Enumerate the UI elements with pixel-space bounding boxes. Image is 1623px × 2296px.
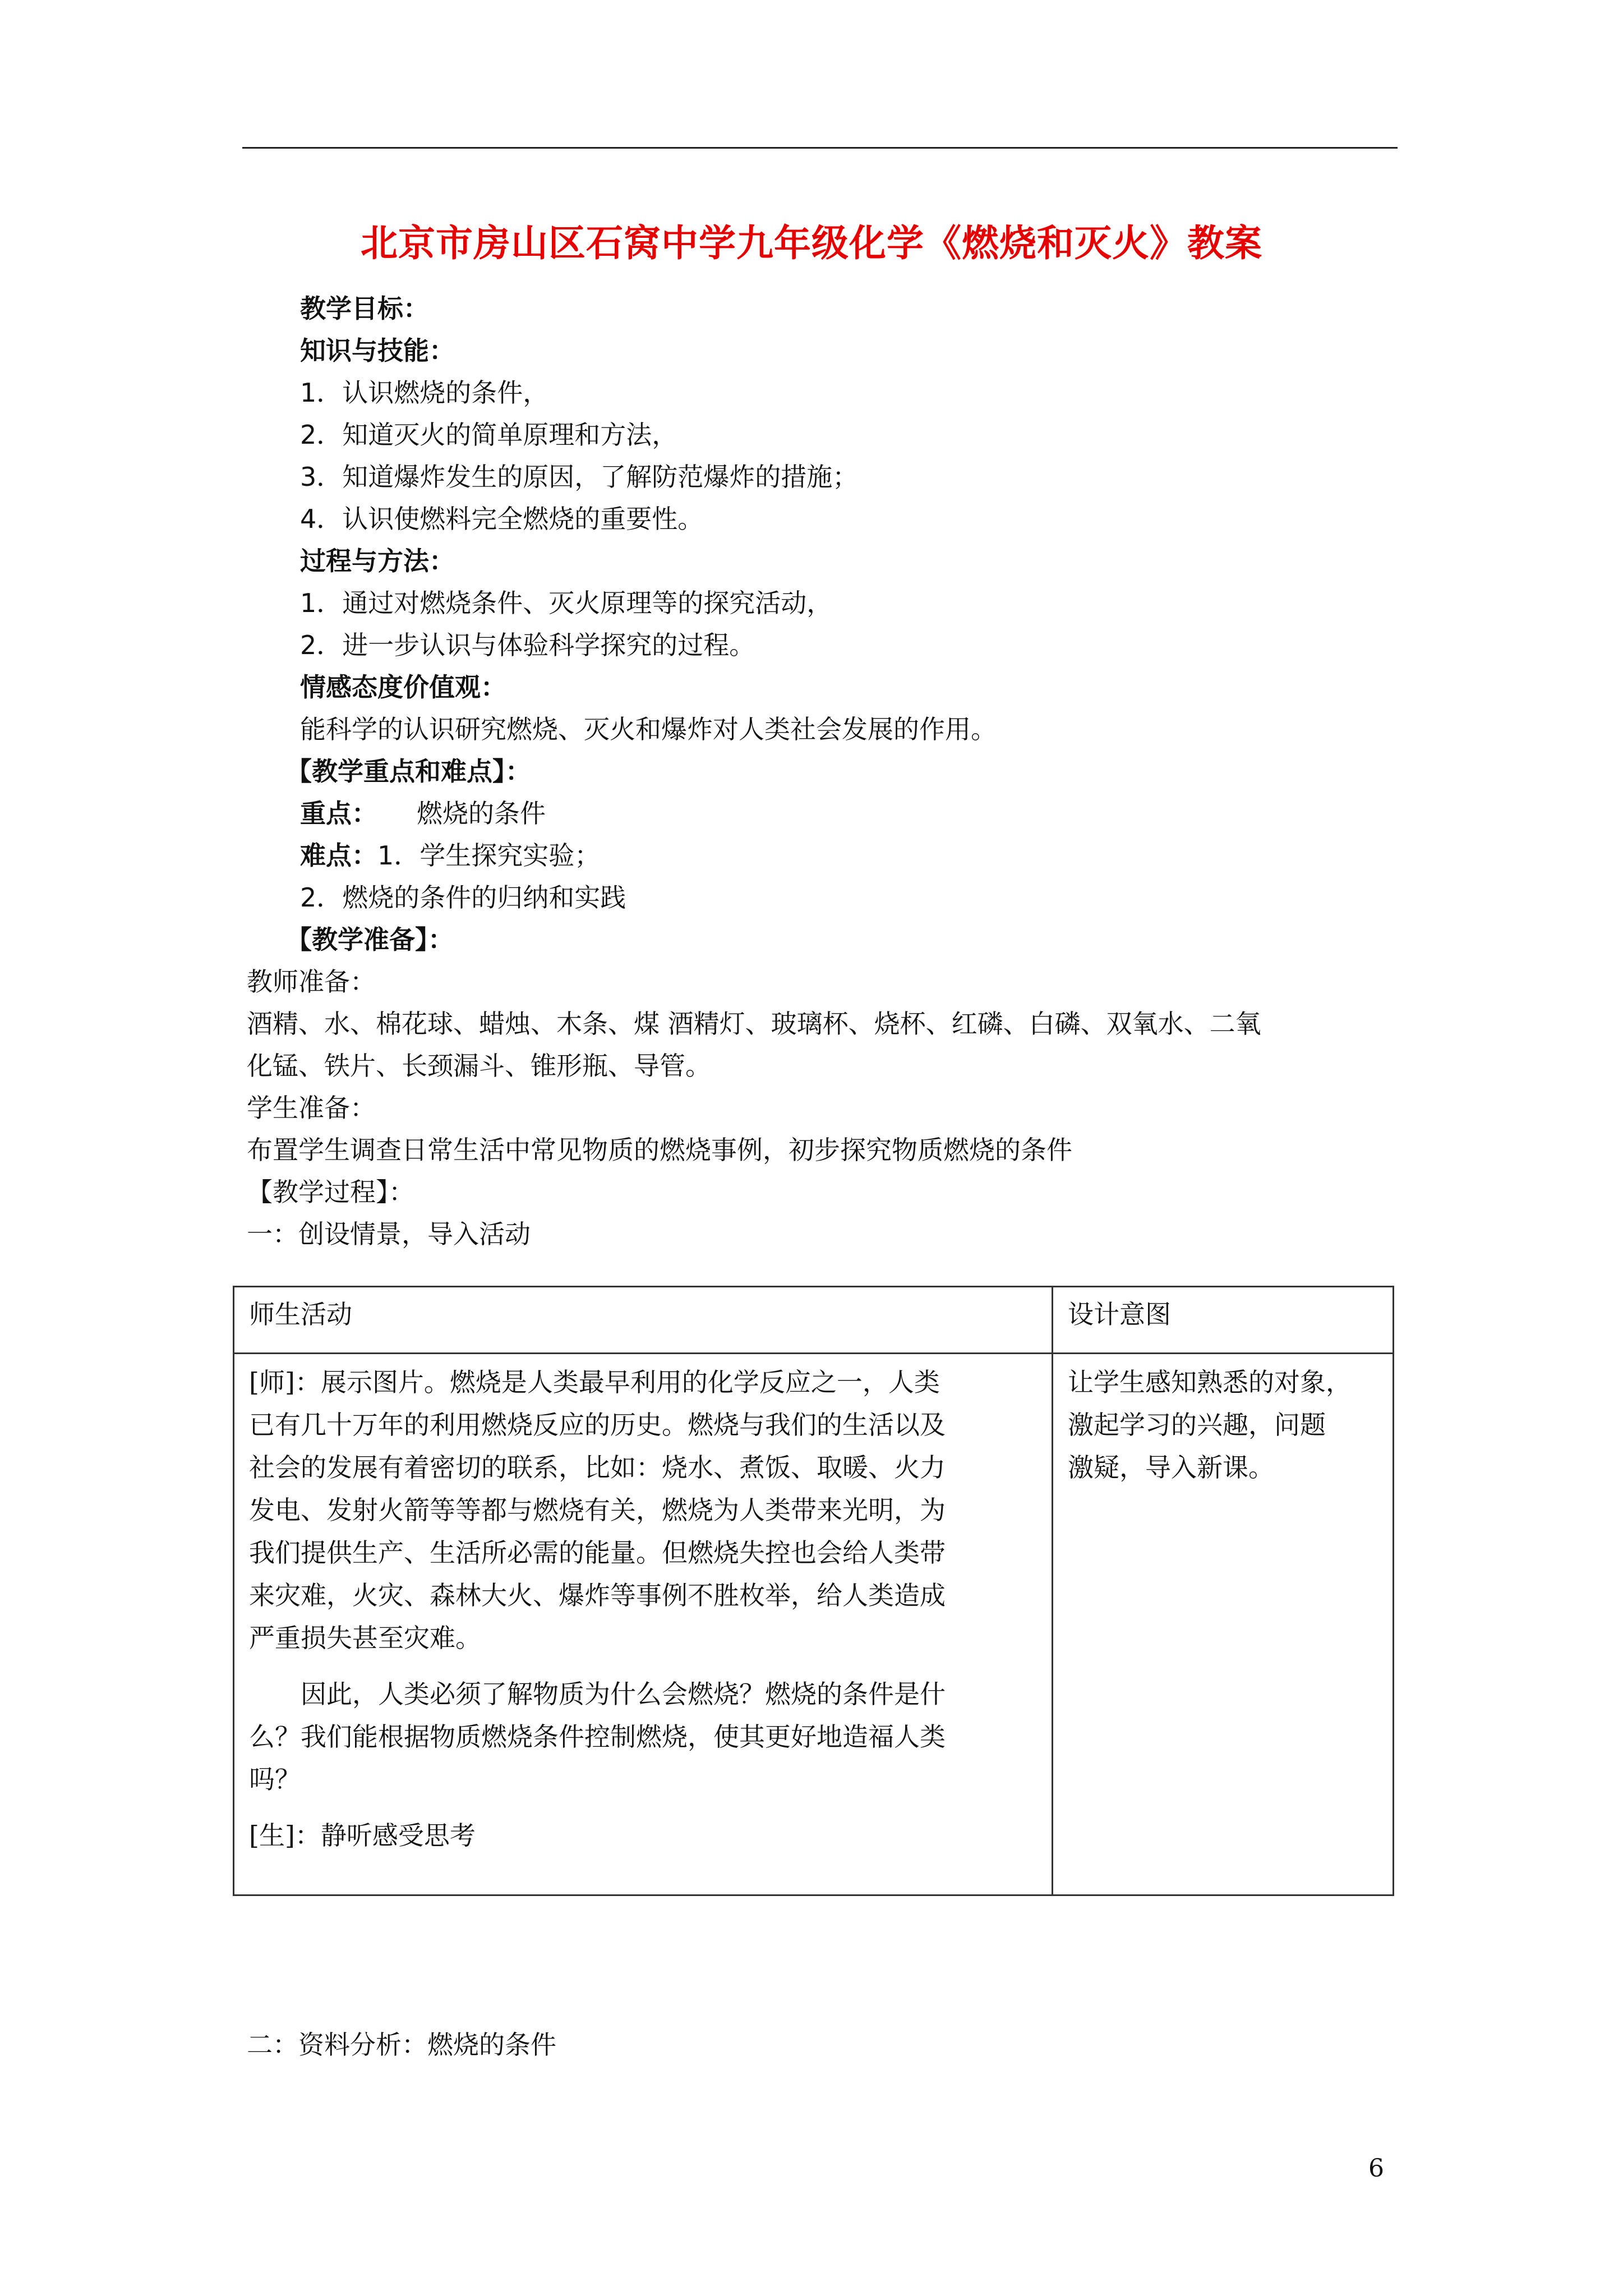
focus-text: 燃烧的条件 [417,798,546,829]
activity-table [233,1286,1394,1896]
teacher-line-2: 已有几十万年的利用燃烧反应的历史。燃烧与我们的生活以及 [249,1410,946,1440]
teacher-prep-line-1: 酒精、水、棉花球、蜡烛、木条、煤 酒精灯、玻璃杯、烧杯、红磷、白磷、双氧水、二氧 [247,1009,1261,1039]
teacher-paragraph [249,1361,1037,1659]
teacher-line-3: 社会的发展有着密切的联系，比如：烧水、煮饭、取暖、火力 [249,1452,946,1483]
document-title: 北京市房山区石窝中学九年级化学《燃烧和灭火》教案 [361,221,1262,265]
knowledge-item-1: 1．认识燃烧的条件， [300,378,549,408]
header-cell-intent: 设计意图 [1053,1287,1394,1354]
student-prep-label: 学生准备： [247,1093,376,1123]
teacher-prep-line-2: 化锰、铁片、长颈漏斗、锥形瓶、导管。 [247,1051,711,1081]
section-1-title: 一：创设情景，导入活动 [247,1219,531,1249]
teacher-line-6: 来灾难，火灾、森林大火、爆炸等事例不胜枚举，给人类造成 [249,1580,946,1611]
table-header-row [234,1287,1394,1354]
header-cell-activity: 师生活动 [234,1287,1053,1354]
section-2-title: 二：资料分析：燃烧的条件 [247,2030,556,2060]
question-line-3: 吗？ [249,1764,301,1795]
preparation-heading: 【教学准备】： [286,924,454,955]
teacher-line-7: 严重损失甚至灾难。 [249,1623,481,1653]
process-item-2: 2．进一步认识与体验科学探究的过程。 [300,630,755,660]
header-rule [242,147,1398,149]
knowledge-item-4: 4．认识使燃料完全燃烧的重要性。 [300,504,704,534]
question-line-2: 么？我们能根据物质燃烧条件控制燃烧，使其更好地造福人类 [249,1722,946,1752]
student-paragraph: [生]：静听感受思考 [249,1820,476,1851]
emotion-text: 能科学的认识研究燃烧、灭火和爆炸对人类社会发展的作用。 [300,714,997,744]
knowledge-item-3: 3．知道爆炸发生的原因，了解防范爆炸的措施； [300,462,859,492]
process-heading: 【教学过程】： [247,1177,414,1207]
activity-cell [234,1354,1053,1895]
knowledge-item-2: 2．知道灭火的简单原理和方法， [300,420,678,450]
teacher-line-5: 我们提供生产、生活所必需的能量。但燃烧失控也会给人类带 [249,1538,946,1568]
knowledge-heading: 知识与技能： [300,335,455,366]
emotion-heading: 情感态度价值观： [300,672,506,702]
focus-row [300,797,546,830]
question-line-1: 因此，人类必须了解物质为什么会燃烧？燃烧的条件是什 [301,1679,946,1709]
objectives-heading: 教学目标： [300,293,429,324]
page-number: 6 [1368,2154,1384,2183]
teacher-line-1: [师]：展示图片。燃烧是人类最早利用的化学反应之一，人类 [249,1367,940,1397]
intent-line-3: 激疑，导入新课。 [1068,1452,1274,1483]
key-points-heading: 【教学重点和难点】： [286,756,531,786]
difficulty-row [300,839,600,872]
process-method-heading: 过程与方法： [300,546,455,576]
difficulty-item-1: 1．学生探究实验； [377,840,601,871]
question-paragraph [249,1673,1037,1801]
process-item-1: 1．通过对燃烧条件、灭火原理等的探究活动， [300,588,833,618]
student-prep-text: 布置学生调查日常生活中常见物质的燃烧事例，初步探究物质燃烧的条件 [247,1135,1072,1165]
focus-label: 重点： [300,798,377,829]
intent-line-1: 让学生感知熟悉的对象， [1068,1367,1352,1397]
teacher-prep-label: 教师准备： [247,967,376,997]
teacher-line-4: 发电、发射火箭等等都与燃烧有关，燃烧为人类带来光明，为 [249,1495,946,1525]
difficulty-label: 难点： [300,840,377,871]
table-row [234,1354,1394,1895]
intent-cell [1053,1354,1394,1895]
difficulty-item-2: 2．燃烧的条件的归纳和实践 [300,882,626,913]
intent-line-2: 激起学习的兴趣，问题 [1068,1410,1326,1440]
